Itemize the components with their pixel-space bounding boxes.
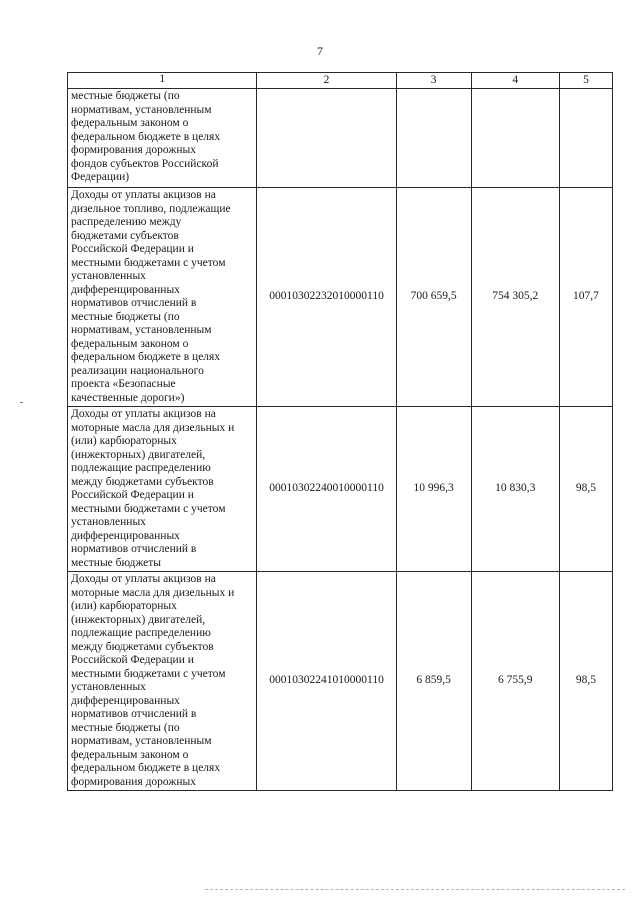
row-description: Доходы от уплаты акцизов на моторные масла для дизельных и (или) карбюраторных (инжекторных) двигателей, подлежащие распределению между бюджетами субъектов Российской Федерации и местными бюджетами с учетом установленных дифференцированных нормативов отчислений в местные бюджеты	[68, 407, 257, 572]
row-percent	[559, 89, 612, 188]
table-row	[68, 572, 613, 791]
table-row	[68, 407, 613, 572]
revenue-table	[67, 72, 613, 791]
header-col-2: 2	[257, 73, 396, 89]
row-budget-code: 00010302240010000110	[257, 407, 396, 572]
row-plan-amount: 700 659,5	[396, 188, 471, 407]
row-budget-code: 00010302241010000110	[257, 572, 396, 791]
table-row	[68, 89, 613, 188]
header-col-1: 1	[68, 73, 257, 89]
table-header-row	[68, 73, 613, 89]
row-description: Доходы от уплаты акцизов на моторные масла для дизельных и (или) карбюраторных (инжекторных) двигателей, подлежащие распределению между бюджетами субъектов Российской Федерации и местными бюджетами с учетом установленных дифференцированных нормативов отчислений в местные бюджеты (по нормативам, установленным федеральным законом о федеральном бюджете в целях формирования дорожных	[68, 572, 257, 791]
row-budget-code: 00010302232010000110	[257, 188, 396, 407]
header-col-3: 3	[396, 73, 471, 89]
row-description: Доходы от уплаты акцизов на дизельное топливо, подлежащие распределению между бюджетами субъектов Российской Федерации и местными бюджетами с учетом установленных дифференцированных нормативов отчислений в местные бюджеты (по нормативам, установленным федеральным законом о федеральном бюджете в целях реализации национального проекта «Безопасные качественные дороги»)	[68, 188, 257, 407]
row-budget-code	[257, 89, 396, 188]
row-actual-amount: 754 305,2	[471, 188, 559, 407]
scan-margin-mark	[20, 402, 23, 403]
row-percent: 107,7	[559, 188, 612, 407]
row-actual-amount	[471, 89, 559, 188]
row-plan-amount	[396, 89, 471, 188]
row-description: местные бюджеты (по нормативам, установленным федеральным законом о федеральном бюджете в целях формирования дорожных фондов субъектов Российской Федерации)	[68, 89, 257, 188]
row-actual-amount: 6 755,9	[471, 572, 559, 791]
header-col-5: 5	[559, 73, 612, 89]
row-plan-amount: 6 859,5	[396, 572, 471, 791]
page-number: 7	[317, 44, 323, 58]
row-actual-amount: 10 830,3	[471, 407, 559, 572]
footer-divider	[205, 889, 625, 890]
header-col-4: 4	[471, 73, 559, 89]
row-percent: 98,5	[559, 407, 612, 572]
row-percent: 98,5	[559, 572, 612, 791]
row-plan-amount: 10 996,3	[396, 407, 471, 572]
table-row	[68, 188, 613, 407]
